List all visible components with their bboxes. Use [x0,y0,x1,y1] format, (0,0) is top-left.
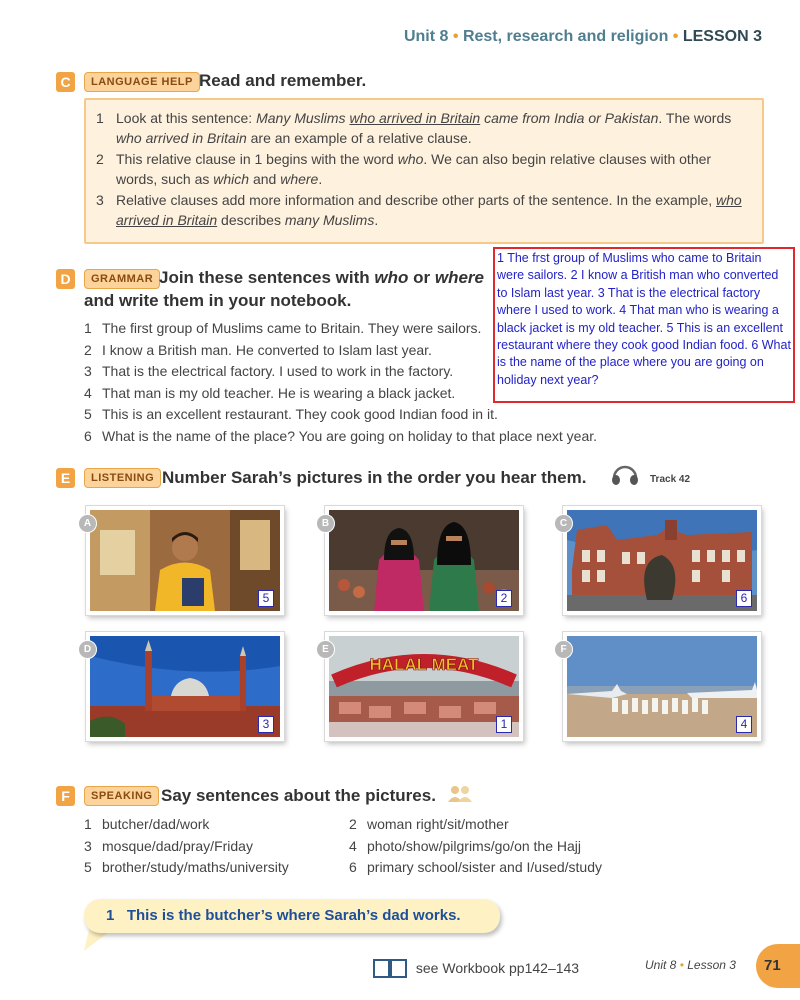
picture-d [86,632,284,741]
picture-b [325,506,523,615]
picture-b-number[interactable]: 2 [496,590,512,607]
picture-b-label: B [316,514,335,533]
header-lesson: LESSON 3 [682,28,762,45]
section-c-letter: C [56,72,75,92]
picture-a-number[interactable]: 5 [258,590,274,607]
listening-tag: LISTENING [84,468,161,488]
section-d-letter: D [56,269,75,289]
help-item-3: 3 Relative clauses add more information and describe other parts of the sentence. In the example, who arrived in Britain describes many Muslims. [96,192,742,228]
picture-f-number[interactable]: 4 [736,716,752,733]
picture-a-label: A [78,514,97,533]
picture-d-label: D [78,640,97,659]
workbook-pages: see Workbook pp142–143 [415,960,580,977]
section-c-title: Read and remember. [199,71,367,90]
grammar-item-6: 6 What is the name of the place? You are going on holiday to that place next year. [84,428,598,444]
track-label: Track 42 [650,474,691,485]
section-e-letter: E [56,468,75,488]
picture-c [563,506,761,615]
picture-c-label: C [554,514,573,533]
pair-work-icon [446,784,474,804]
halal-meat-sign: HALAL MEAT [369,655,479,674]
section-f-title: Say sentences about the pictures. [161,786,436,805]
example-sentence: This is the butcher’s where Sarah’s dad works. [126,907,461,924]
speaking-item-1: 1 butcher/dad/work [84,816,210,832]
grammar-tag: GRAMMAR [84,269,160,289]
picture-e [325,632,523,741]
section-d-title-line2: and write them in your notebook. [84,291,352,310]
page-number: 71 [756,944,800,988]
picture-f [563,632,761,741]
speaking-item-5: 5 brother/study/maths/university [84,859,289,875]
book-icon [372,957,408,982]
picture-f-label: F [554,640,573,659]
grammar-item-5: 5 This is an excellent restaurant. They cook good Indian food in it. [84,406,498,422]
section-e-title: Number Sarah’s pictures in the order you hear them. [162,468,587,487]
example-speech-bubble [84,899,500,933]
example-number: 1 [106,907,115,924]
speaking-item-4: 4 photo/show/pilgrims/go/on the Hajj [349,838,582,854]
help-item-1: 1 Look at this sentence: Many Muslims who arrived in Britain came from India or Pakistan. The words who arrived in Britain are an example of a relative clause. [96,110,732,146]
grammar-item-1: 1 The first group of Muslims came to Britain. They were sailors. [84,320,482,336]
grammar-item-4: 4 That man is my old teacher. He is wearing a black jacket. [84,385,456,401]
speaking-item-6: 6 primary school/sister and I/used/study [349,859,602,875]
grammar-item-2: 2 I know a British man. He converted to Islam last year. [84,342,432,358]
picture-c-number[interactable]: 6 [736,590,752,607]
speaking-item-3: 3 mosque/dad/pray/Friday [84,838,253,854]
section-d-title: Join these sentences with who or where [159,268,484,287]
speaking-item-2: 2 woman right/sit/mother [349,816,509,832]
page-header: Unit 8 • Rest, research and religion • LESSON 3 [403,28,762,45]
speaking-tag: SPEAKING [84,786,159,806]
grammar-item-3: 3 That is the electrical factory. I used to work in the factory. [84,363,454,379]
picture-d-number[interactable]: 3 [258,716,274,733]
header-title: Rest, research and religion [462,28,669,45]
footer-unit-lesson: Unit 8 • Lesson 3 [645,958,736,972]
picture-e-number[interactable]: 1 [496,716,512,733]
language-help-box [84,98,764,244]
answer-textbox[interactable]: 1 The frst group of Muslims who came to Britain were sailors. 2 I know a British man who converted to Islam last year. 3 That is the electrical factory where I used to work. 4 That man who is wearing a black jacket is my old teacher. 5 This is an excellent restaurant where they cook good Indian food. 6 What is the name of the place where you are going on holiday next year? [493,247,795,403]
workbook-reference [372,957,579,982]
headphones-icon [610,462,640,486]
picture-a [86,506,284,615]
language-help-tag: LANGUAGE HELP [84,72,200,92]
help-item-2: 2 This relative clause in 1 begins with the word who. We can also begin relative clauses with other words, such as which and where. [96,151,712,187]
header-unit: Unit 8 [403,28,449,45]
section-f-letter: F [56,786,75,806]
picture-e-label: E [316,640,335,659]
